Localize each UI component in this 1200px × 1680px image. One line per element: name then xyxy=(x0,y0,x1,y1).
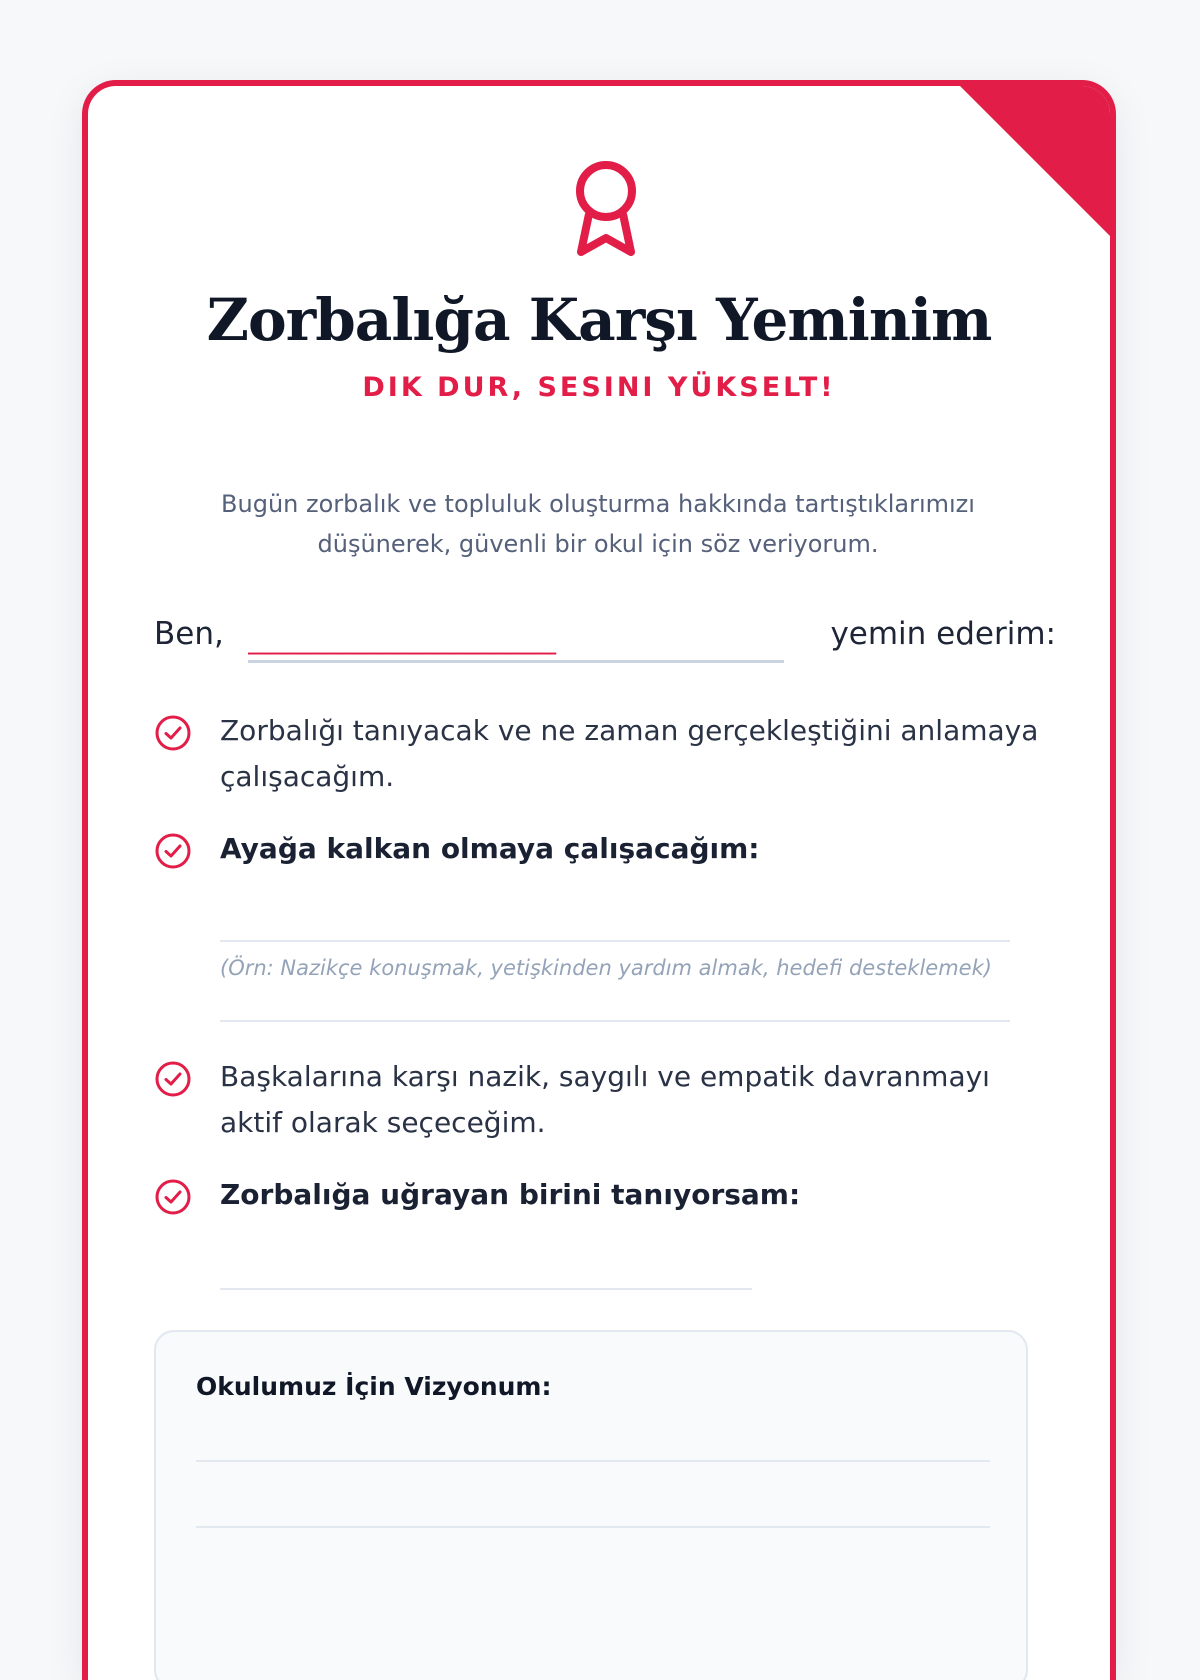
name-line xyxy=(154,616,1056,676)
oath-label: yemin ederim: xyxy=(830,616,1056,652)
vision-answer-line-1[interactable] xyxy=(196,1460,990,1462)
support-answer-line[interactable] xyxy=(220,1288,752,1290)
name-input[interactable] xyxy=(248,616,784,663)
page-subtitle: DIK DUR, SESINI YÜKSELT! xyxy=(362,372,836,403)
example-hint: (Örn: Nazikçe konuşmak, yetişkinden yardım almak, hedefi desteklemek) xyxy=(220,956,992,980)
upstander-answer-line-1[interactable] xyxy=(220,940,1010,942)
pledge-item-kindness xyxy=(154,1054,1054,1154)
intro-text: Bugün zorbalık ve topluluk oluşturma hakkında tartıştıklarımızı düşünerek, güvenli bir okul için söz veriyorum. xyxy=(221,490,975,558)
vision-box xyxy=(154,1330,1028,1680)
pledge-item-text: Zorbalığı tanıyacak ve ne zaman gerçekleştiğini anlamaya çalışacağım. xyxy=(220,714,1039,793)
vision-title: Okulumuz İçin Vizyonum: xyxy=(196,1372,552,1401)
pledge-item-text: Zorbalığa uğrayan birini tanıyorsam: xyxy=(220,1178,801,1211)
vision-answer-line-2[interactable] xyxy=(196,1526,990,1528)
pledge-item-upstander xyxy=(154,826,1054,886)
check-circle-icon xyxy=(154,714,192,752)
pledge-item-text: Ayağa kalkan olmaya çalışacağım: xyxy=(220,832,760,865)
upstander-answer-line-2[interactable] xyxy=(220,1020,1010,1022)
pledge-item-support xyxy=(154,1172,1054,1232)
pledge-item-text: Başkalarına karşı nazik, saygılı ve empatik davranmayı aktif olarak seçeceğim. xyxy=(220,1060,990,1139)
corner-ribbon xyxy=(960,86,1110,236)
ben-label: Ben, xyxy=(154,616,224,652)
check-circle-icon xyxy=(154,1178,192,1216)
ribbon-award-icon xyxy=(571,156,641,260)
page-title: Zorbalığa Karşı Yeminim xyxy=(206,286,992,354)
check-circle-icon xyxy=(154,832,192,870)
pledge-card xyxy=(82,80,1116,1680)
check-circle-icon xyxy=(154,1060,192,1098)
pledge-item-recognize xyxy=(154,708,1054,808)
